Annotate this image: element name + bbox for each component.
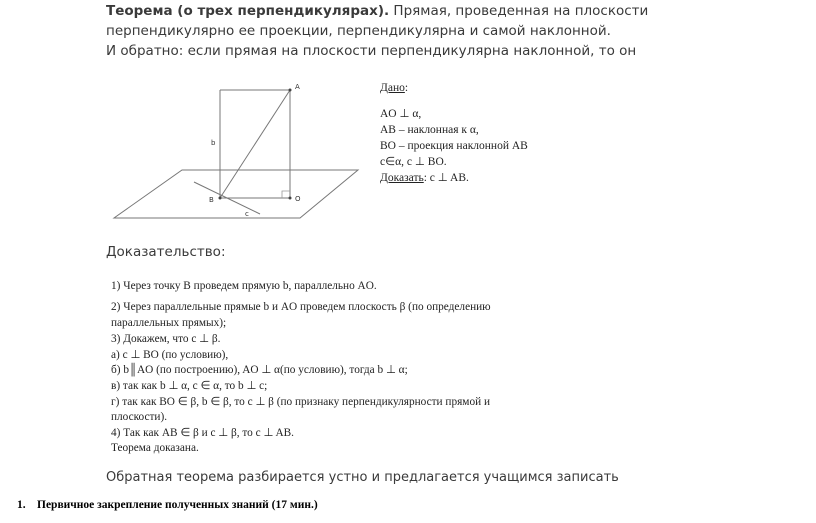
- given-item: AB – наклонная к α,: [380, 124, 479, 136]
- proof-conclusion: Теорема доказана.: [111, 442, 199, 454]
- prove-label: Доказать: [380, 172, 424, 184]
- theorem-line-3: И обратно: если прямая на плоскости перпендикулярна наклонной, то он: [106, 43, 637, 59]
- proof-step-3: 3) Докажем, что c ⊥ β.: [111, 333, 221, 345]
- right-angle-mark: [282, 191, 290, 198]
- given-block: [380, 80, 528, 186]
- footer-number: 1.: [17, 499, 26, 511]
- theorem-line1-rest: Прямая, проведенная на плоскости: [389, 3, 649, 19]
- converse-note: Обратная теорема разбирается устно и предлагается учащимся записать: [106, 470, 619, 485]
- point-o: [289, 197, 292, 200]
- label-o: O: [295, 195, 301, 203]
- given-item: c∈α, c ⊥ BO.: [380, 156, 447, 168]
- theorem-title-line: [106, 3, 648, 19]
- three-perpendiculars-figure: [110, 78, 370, 228]
- given-heading-colon: :: [404, 82, 409, 94]
- label-b-point: B: [209, 196, 214, 204]
- given-item: AO ⊥ α,: [380, 108, 422, 120]
- proof-step-2a: 2) Через параллельные прямые b и AO проведем плоскость β (по определению: [111, 301, 491, 313]
- proof-step-2b: параллельных прямых);: [111, 317, 227, 329]
- point-a: [289, 89, 292, 92]
- proof-step-3c: в) так как b ⊥ α, c ∈ α, то b ⊥ c;: [111, 380, 268, 392]
- label-a: A: [295, 83, 300, 91]
- footer-text: Первичное закрепление полученных знаний (17 мин.): [37, 499, 318, 511]
- label-b-line: b: [211, 139, 216, 147]
- prove-line: [380, 170, 528, 186]
- theorem-line-2: перпендикулярно ее проекции, перпендикулярна и самой наклонной.: [106, 23, 611, 39]
- plane-alpha: [114, 170, 358, 218]
- segment-ab: [220, 90, 290, 198]
- proof-step-3d-2: плоскости).: [111, 411, 168, 423]
- prove-text: : c ⊥ AB.: [423, 172, 469, 184]
- label-c: c: [245, 210, 249, 218]
- point-b: [219, 197, 222, 200]
- proof-step-4: 4) Так как AB ∈ β и c ⊥ β, то c ⊥ AB.: [111, 427, 295, 439]
- proof-step-3d-1: г) так как BO ∈ β, b ∈ β, то c ⊥ β (по признаку перпендикулярности прямой и: [111, 396, 491, 408]
- proof-step-1: 1) Через точку B проведем прямую b, параллельно AO.: [111, 280, 377, 292]
- given-heading-line: [380, 80, 528, 96]
- proof-step-3a: а) c ⊥ BO (по условию),: [111, 349, 229, 361]
- proof-heading: Доказательство:: [106, 244, 226, 260]
- given-heading: Дано: [380, 82, 405, 94]
- proof-step-3b: б) b║AO (по построению), AO ⊥ α(по условию), тогда b ⊥ α;: [111, 364, 408, 376]
- given-item: BO – проекция наклонной AB: [380, 140, 528, 152]
- theorem-title: Теорема (о трех перпендикулярах).: [106, 3, 390, 19]
